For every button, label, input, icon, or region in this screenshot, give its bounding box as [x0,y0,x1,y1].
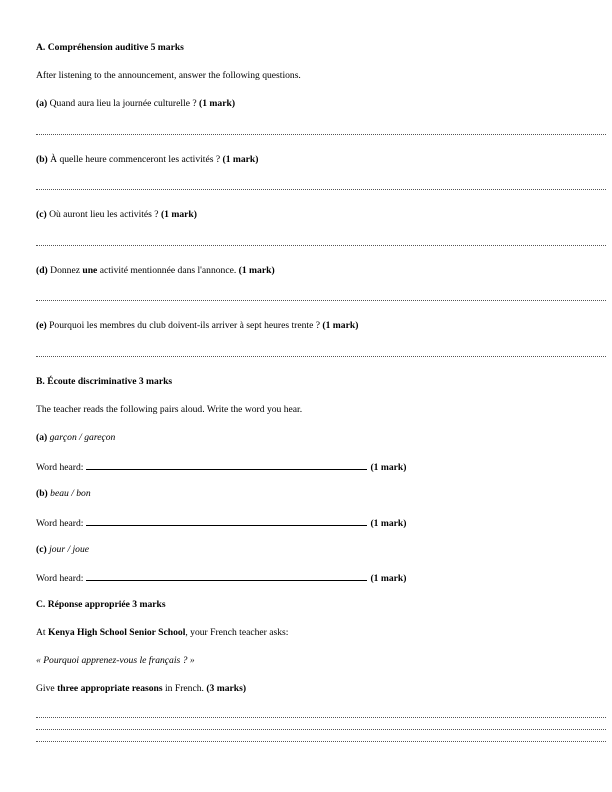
section-c-task: Give three appropriate reasons in French. (3 marks) [36,683,247,694]
question-c: (c) Où auront lieu les activités ? (1 mark) [36,209,197,220]
pair-b: (b) beau / bon [36,488,91,499]
section-b-heading: B. Écoute discriminative 3 marks [36,376,173,387]
question-e: (e) Pourquoi les membres du club doivent-ils arriver à sept heures trente ? (1 mark) [36,320,359,331]
section-b-instruction: The teacher reads the following pairs aloud. Write the word you hear. [36,404,303,415]
question-d: (d) Donnez une activité mentionnée dans l'annonce. (1 mark) [36,265,275,276]
word-heard-row-a: Word heard: (1 mark) [36,462,407,473]
question-b: (b) À quelle heure commenceront les activités ? (1 mark) [36,154,259,165]
section-c-context: At Kenya High School Senior School, your French teacher asks: [36,627,289,638]
section-a-instruction: After listening to the announcement, answer the following questions. [36,70,301,81]
word-heard-field-b[interactable] [86,516,367,526]
section-c-heading: C. Réponse appropriée 3 marks [36,599,166,610]
word-heard-field-a[interactable] [86,460,367,470]
pair-a: (a) garçon / gareçon [36,432,116,443]
teacher-quote: « Pourquoi apprenez-vous le français ? » [36,655,195,666]
reason-line-1[interactable] [36,717,606,718]
question-a: (a) Quand aura lieu la journée culturelle ? (1 mark) [36,98,236,109]
word-heard-field-c[interactable] [86,571,367,581]
word-heard-row-b: Word heard: (1 mark) [36,518,407,529]
reason-line-3[interactable] [36,741,606,742]
answer-line-b[interactable] [36,189,606,190]
reason-line-2[interactable] [36,729,606,730]
answer-line-e[interactable] [36,356,606,357]
section-a-heading: A. Compréhension auditive 5 marks [36,42,184,53]
pair-c: (c) jour / joue [36,544,90,555]
answer-line-a[interactable] [36,134,606,135]
answer-line-d[interactable] [36,300,606,301]
word-heard-row-c: Word heard: (1 mark) [36,573,407,584]
answer-line-c[interactable] [36,245,606,246]
